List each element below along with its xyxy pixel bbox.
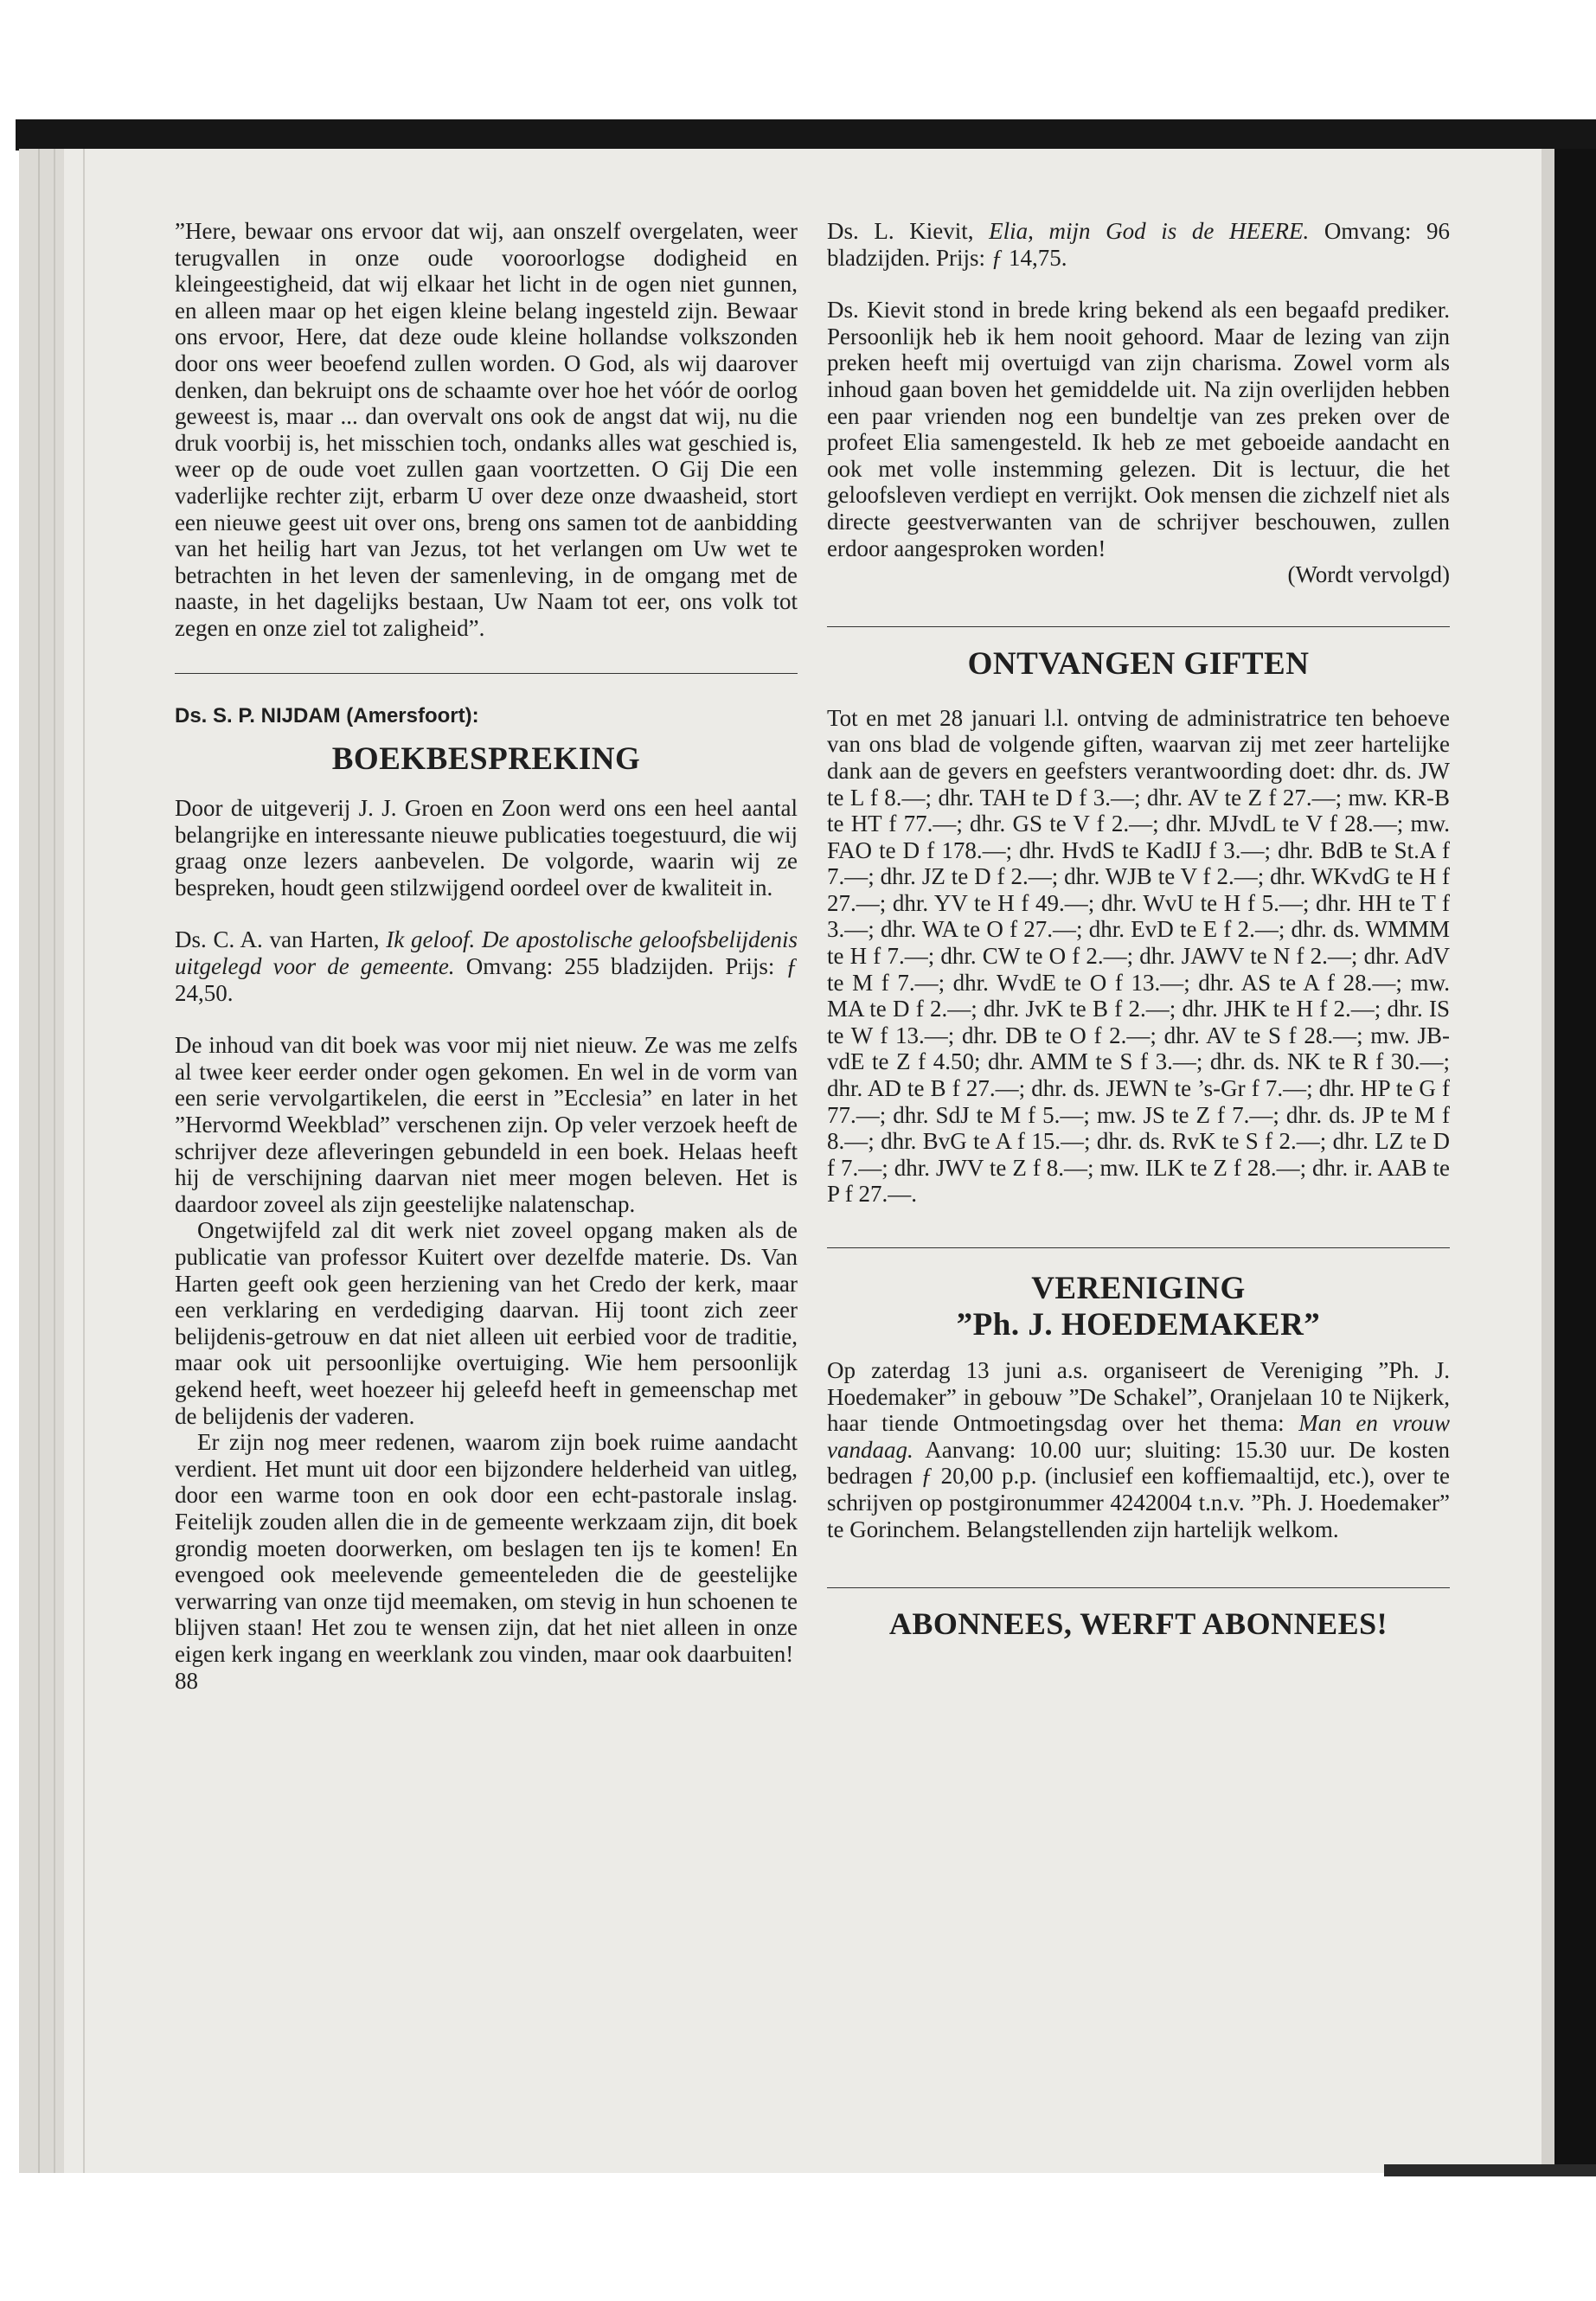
book-title: Elia, mijn God is de HEERE. bbox=[989, 218, 1310, 244]
to-be-continued: (Wordt vervolgd) bbox=[1287, 561, 1450, 588]
section-title-ontvangen-giften: ONTVANGEN GIFTEN bbox=[967, 645, 1310, 682]
page-stack-edge bbox=[19, 149, 64, 2173]
review-paragraph: Ongetwijfeld zal dit werk niet zoveel opgang maken als de publicatie van professor Kuitert over dezelfde materie. Ds. Van Harten geeft ook geen herziening van het Credo der kerk, maar een verklaring en verdediging daarvan. Hij toont zich zeer belijdenis-getrouw en dat niet alleen uit eerbied voor de traditie, maar ook uit persoonlijke overtuiging. Wie hem persoonlijk gekend heeft, weet hoezeer hij geleefd heeft in gemeenschap met de belijdenis der vaderen. bbox=[175, 1217, 798, 1429]
review-paragraph: Er zijn nog meer redenen, waarom zijn boek ruime aandacht verdient. Het munt uit door een bijzondere helderheid van uitleg, door een warme toon en ook door een echt-pastorale inslag. Feitelijk zouden allen die in de gemeente werkzaam zijn, dit boek grondig moeten doorwerken, om beslagen ten ijs te komen! En evengoed ook meelevende gemeenteleden die de geestelijke verwarring van onze tijd meemaken, om stevig in hun schoenen te blijven staan! Het zou te wensen zijn, dat het niet alleen in onze eigen kerk ingang en weerklank zou vinden, maar ook daarbuiten! bbox=[175, 1429, 798, 1667]
scan-top-band bbox=[16, 119, 1596, 151]
footer-slogan: ABONNEES, WERFT ABONNEES! bbox=[888, 1606, 1388, 1642]
association-text: Aanvang: 10.00 uur; sluiting: 15.30 uur. De kosten bedragen bbox=[827, 1436, 1450, 1490]
section-title-boekbespreking: BOEKBESPREKING bbox=[331, 741, 641, 778]
divider-rule bbox=[827, 1247, 1450, 1248]
association-text: Op zaterdag 13 juni a.s. organiseert de Vereniging ”Ph. J. Hoedemaker” in gebouw ”De Schakel”, Oranjelaan 10 te Nijkerk, haar tiende Ontmoetingsdag over het thema: bbox=[827, 1357, 1450, 1437]
page-stack-line bbox=[38, 149, 40, 2173]
divider-rule bbox=[175, 673, 798, 674]
intro-paragraph: Door de uitgeverij J. J. Groen en Zoon werd ons een heel aantal belangrijke en interessante nieuwe publicaties toegestuurd, die wij graag onze lezers aanbevelen. De volgorde, waarin wij ze bespreken, houdt geen stilzwijgend oordeel over de kwaliteit in. bbox=[175, 795, 798, 901]
section-title-vereniging: VERENIGING bbox=[1031, 1271, 1246, 1306]
review-paragraph: Ds. Kievit stond in brede kring bekend als een begaafd prediker. Persoonlijk heb ik hem nooit gehoord. Maar de lezing van zijn preken heeft mij overtuigd van zijn charisma. Zowel vorm als inhoud gaan boven het gemiddelde uit. Na zijn overlijden hebben een paar vrienden nog een bundeltje van zes preken over de profeet Elia samengesteld. Ik heb ze met geboeide aandacht en ook met volle instemming gelezen. Dit is lectuur, die het geloofsleven verdiept en verrijkt. Ook mensen die zichzelf niet als directe geestverwanten van de schrijver beschouwen, zullen erdoor aangesproken worden! bbox=[827, 297, 1450, 561]
book-price: 24,50. bbox=[175, 979, 234, 1006]
scan-bottom-band bbox=[1384, 2164, 1596, 2176]
review-byline: Ds. S. P. NIJDAM (Amersfoort): bbox=[175, 703, 479, 727]
association-text: 20,00 p.p. (inclusief een koffiemaaltijd, etc.), over te schrijven op postgironummer 4242004 t.n.v. ”Ph. J. Hoedemaker” te Gorinchem. Belangstellenden zijn hartelijk welkom. bbox=[827, 1463, 1450, 1542]
right-column bbox=[827, 218, 1450, 1642]
book-author: Ds. L. Kievit, bbox=[827, 218, 990, 244]
prayer-paragraph: ”Here, bewaar ons ervoor dat wij, aan onszelf overgelaten, weer terugvallen in onze oude vooroorlogse dodigheid en kleingeestigheid, dat wij elkaar het licht in de ogen niet gunnen, en alleen maar op het eigen kleine belang ingesteld zijn. Bewaar ons ervoor, Here, dat deze oude kleine hollandse volkszonden door ons weer beoefend zullen worden. O God, als wij daarover denken, dan bekruipt ons de schaamte over hoe het vóór de oorlog geweest is, maar ... dan overvalt ons ook de angst dat wij, nu die druk voorbij is, het misschien toch, ondanks alles wat geschied is, weer op de oude voet zullen gaan voortzetten. O Gij Die een vaderlijke rechter zijt, erbarm U over deze onze dwaasheid, stort een nieuwe geest uit over ons, breng ons samen tot de aanbidding van het heilig hart van Jezus, tot het verlangen om Uw wet te betrachten in het leven der samenleving, in de omgang met de naaste, in het dagelijks bestaan, Uw Naam tot eer, ons volk tot zegen en onze ziel tot zaligheid”. bbox=[175, 218, 798, 641]
price-symbol: ƒ bbox=[990, 244, 1003, 271]
page-stack-line bbox=[83, 149, 85, 2173]
theme-title: Man en vrouw vandaag. bbox=[827, 1410, 1451, 1463]
page-right-shade bbox=[1542, 149, 1555, 2173]
book-author: Ds. C. A. van Harten, bbox=[175, 926, 387, 953]
book-details: Omvang: 96 bladzijden. Prijs: bbox=[827, 218, 1450, 271]
gifts-paragraph: Tot en met 28 januari l.l. ontving de administratrice ten behoeve van ons blad de volgende giften, waarvan zij met zeer hartelijke dank aan de gevers en geefsters verantwoording doet: dhr. ds. JW te L f 8.—; dhr. TAH te D f 3.—; dhr. AV te Z f 27.—; mw. KR-B te HT f 77.—; dhr. GS te V f 2.—; dhr. MJvdL te V f 28.—; mw. FAO te D f 178.—; dhr. HvdS te KadIJ f 3.—; dhr. BdB te St.A f 7.—; dhr. JZ te D f 2.—; dhr. WJB te V f 2.—; dhr. WKvdG te H f 27.—; dhr. YV te H f 49.—; dhr. WvU te H f 5.—; dhr. HH te T f 3.—; dhr. WA te O f 27.—; dhr. EvD te E f 2.—; dhr. ds. WMMM te H f 7.—; dhr. CW te O f 2.—; dhr. JAWV te N f 2.—; dhr. AdV te M f 7.—; dhr. WvdE te O f 13.—; dhr. AS te A f 28.—; mw. MA te D f 2.—; dhr. JvK te B f 2.—; dhr. JHK te H f 2.—; dhr. IS te W f 13.—; dhr. DB te O f 2.—; dhr. AV te S f 28.—; mw. JB-vdE te Z f 4.50; dhr. AMM te S f 3.—; dhr. ds. NK te R f 30.—; dhr. AD te B f 27.—; dhr. ds. JEWN te ’s-Gr f 7.—; dhr. HP te G f 77.—; dhr. SdJ te M f 5.—; mw. JS te Z f 7.—; dhr. ds. JP te M f 8.—; dhr. BvG te A f 15.—; dhr. ds. RvK te S f 2.—; dhr. LZ te D f 7.—; dhr. JWV te Z f 8.—; mw. ILK te Z f 28.—; dhr. ir. AAB te P f 27.—. bbox=[827, 704, 1450, 1208]
page-number: 88 bbox=[175, 1667, 198, 1694]
price-symbol: ƒ bbox=[920, 1463, 933, 1490]
book-entry-kievit bbox=[827, 218, 1450, 271]
book-price: 14,75. bbox=[1003, 244, 1067, 271]
book-details: Omvang: 255 bladzijden. Prijs: bbox=[454, 953, 786, 980]
association-paragraph bbox=[827, 1357, 1450, 1542]
review-paragraph: De inhoud van dit boek was voor mij niet nieuw. Ze was me zelfs al twee keer eerder onder ogen gekomen. En wel in de vorm van een serie vervolgartikelen, die eerst in ”Ecclesia” en later in het ”Hervormd Weekblad” verschenen zijn. Op veler verzoek heeft de schrijver deze afleveringen gebundeld in een boek. Helaas heeft hij de verschijning daarvan niet meer mogen beleven. Het is daardoor zoveel als zijn geestelijke nalatenschap. bbox=[175, 1032, 798, 1217]
book-title: Ik geloof. De apostolische geloofsbelijdenis uitgelegd voor de gemeente. bbox=[175, 926, 798, 980]
page-stack-line bbox=[54, 149, 55, 2173]
price-symbol: ƒ bbox=[785, 953, 798, 980]
section-title-hoedemaker: ”Ph. J. HOEDEMAKER” bbox=[956, 1307, 1321, 1343]
divider-rule bbox=[827, 626, 1450, 627]
scan-right-edge bbox=[1554, 149, 1596, 2173]
left-column bbox=[175, 218, 798, 1694]
divider-rule bbox=[827, 1587, 1450, 1588]
book-entry-van-harten bbox=[175, 926, 798, 1006]
